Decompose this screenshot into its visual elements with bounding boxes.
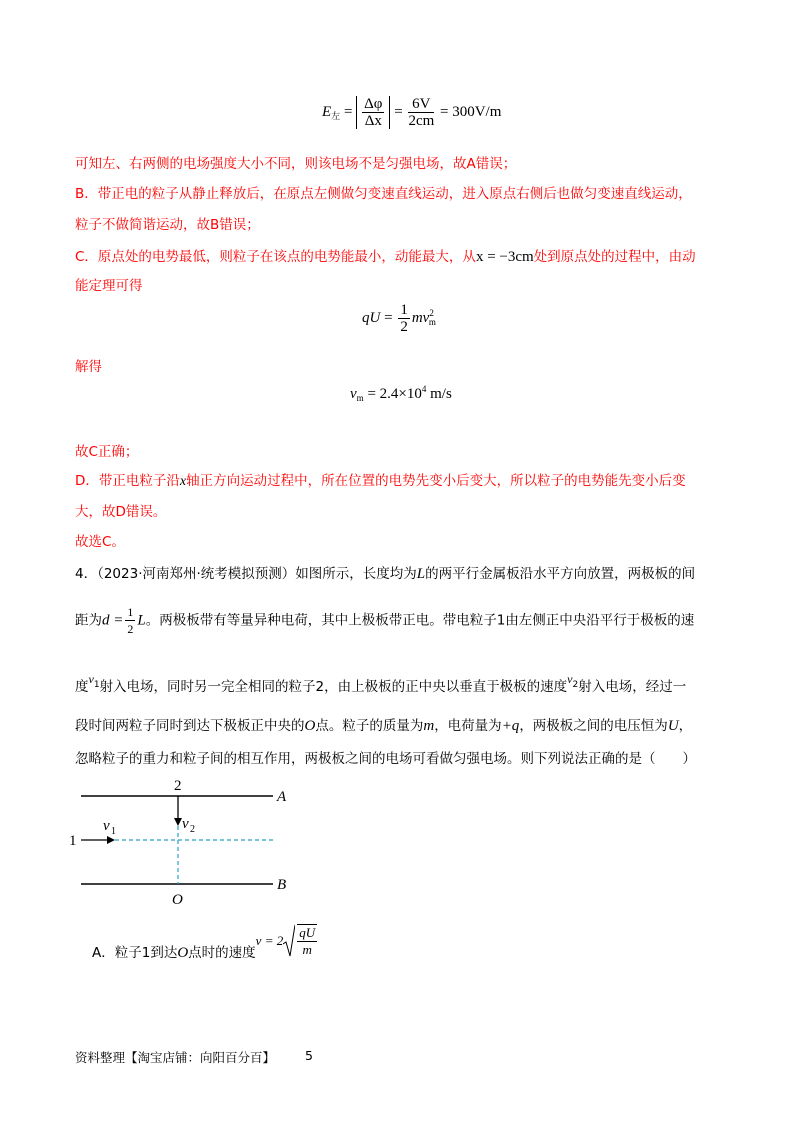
q2-L: L (137, 612, 146, 629)
eq-num-6v: 6V (408, 96, 434, 113)
q2-a: 距为 (75, 612, 102, 629)
q4-b: 点。粒子的质量为 (315, 718, 424, 734)
eq-equals-1: = (343, 103, 353, 120)
eq-result: = 300V/m (440, 103, 502, 120)
q4-c: ，电荷量为 (434, 718, 502, 734)
equation-field-left (322, 96, 501, 129)
eq-eq: = (384, 309, 393, 326)
label-1: 1 (69, 833, 77, 849)
eq-qu: qU (362, 309, 381, 326)
q2-den: 2 (127, 622, 134, 636)
line-c1-pre: C．原点处的电势最低，则粒子在该点的电势能最小，动能最大，从 (75, 249, 476, 265)
question-number: 4． (75, 566, 98, 582)
question-line-2 (75, 604, 694, 637)
q4-m: m (423, 718, 435, 734)
option-a-pre: A．粒子1到达 (92, 945, 178, 961)
solution-line-b2: 粒子不做简谐运动，故B错误； (75, 217, 260, 233)
label-v1: v (103, 818, 110, 834)
q2-b: 。两极板带有等量异种电荷，其中上极板带正电。带电粒子1由左侧正中央沿平行于极板的速 (145, 612, 695, 629)
solution-line-b1: B．带正电的粒子从静止释放后，在原点左侧做匀变速直线运动，进入原点右侧后也做匀变速直线运动， (75, 186, 692, 202)
eq-vm-exp: 4 (421, 384, 427, 394)
q1-L: L (416, 566, 426, 582)
option-a (92, 924, 319, 962)
q3-v2: v (567, 672, 573, 686)
q2-math-lhs: d = (102, 612, 124, 629)
q4-O: O (304, 718, 316, 734)
footer-source: 资料整理【淘宝店铺：向阳百分百】 (75, 1050, 276, 1065)
option-a-O: O (177, 945, 189, 961)
q4-q: +q (501, 718, 520, 734)
question-line-4 (75, 714, 692, 735)
solution-line-c2: 能定理可得 (75, 278, 143, 294)
q3-v1-sub: 1 (93, 680, 100, 690)
particle-2-arrow-head (174, 818, 182, 826)
q4-d: ，两极板之间的电压恒为 (519, 718, 668, 734)
solution-answer: 故选C。 (75, 534, 125, 550)
solution-line-c-result: 故C正确； (75, 444, 139, 460)
label-A: A (277, 789, 287, 805)
solution-line-d1 (75, 469, 686, 490)
label-v1-sub: 1 (111, 826, 116, 837)
option-a-rad-num: qU (299, 925, 316, 940)
eq-num-dphi: Δφ (364, 96, 383, 112)
option-a-math-lhs: v = 2 (255, 933, 284, 948)
q4-a: 段时间两粒子同时到达下极板正中央的 (75, 718, 305, 734)
question-line-1 (75, 562, 695, 583)
solve-label: 解得 (75, 359, 102, 375)
capacitor-figure (65, 770, 305, 910)
label-B: B (277, 877, 287, 893)
q2-num: 1 (127, 605, 134, 619)
eq-vm-unit: m/s (430, 386, 452, 402)
q3-b: 射入电场，同时另一完全相同的粒子2，由上极板的正中央以垂直于极板的速度 (99, 679, 568, 695)
q3-a: 度 (75, 679, 89, 695)
solution-line-c1 (75, 245, 696, 266)
line-d1-post: 轴正方向运动过程中，所在位置的电势先变小后变大，所以粒子的电势能先变小后变 (186, 473, 686, 489)
q1-a: 如图所示，长度均为 (295, 566, 417, 582)
option-a-rad-den: m (302, 942, 312, 957)
eq-mv-sub: m (428, 316, 436, 327)
solution-line-a: 可知左、右两侧的电场强度大小不同，则该电场不是匀强电场，故A错误； (75, 156, 517, 172)
eq-mv: mv (411, 309, 430, 326)
eq-equals-2: = (394, 103, 403, 120)
line-c1-math: x = −3cm (475, 249, 534, 265)
label-2: 2 (174, 778, 182, 794)
line-d1-var: x (179, 474, 187, 489)
particle-1-arrow-head (107, 836, 115, 844)
eq-vm-v: v (350, 386, 357, 402)
line-c1-post: 处到原点处的过程中，由动 (533, 249, 696, 265)
solution-line-d2: 大，故D错误。 (75, 504, 167, 520)
q4-e: ， (678, 718, 693, 734)
q3-v1: v (88, 672, 94, 686)
eq-vm-rhs: = 2.4×10 (367, 386, 422, 402)
label-O: O (172, 892, 183, 908)
q4-U: U (667, 718, 679, 734)
q1-b: 的两平行金属板沿水平方向放置，两极板的间 (425, 566, 696, 582)
label-v2: v (182, 816, 189, 832)
eq-half-den: 2 (400, 319, 408, 335)
eq-half-num: 1 (400, 302, 408, 318)
eq-den-dx: Δx (364, 113, 382, 129)
eq-e-var: E (322, 103, 332, 120)
question-line-3 (75, 672, 686, 695)
eq-vm-sub: m (356, 393, 364, 403)
equation-vm (350, 384, 452, 403)
q3-c: 射入电场，经过一 (578, 679, 687, 695)
q3-v2-sub: 2 (572, 680, 579, 690)
eq-abs-fraction (356, 96, 390, 129)
eq-e-sub: 左 (331, 110, 341, 121)
page-number: 5 (305, 1048, 313, 1063)
question-line-5: 忽略粒子的重力和粒子间的相互作用，两极板之间的电场可看做匀强电场。则下列说法正确的是（ ） (75, 751, 696, 767)
equation-energy (362, 302, 436, 335)
eq-mv-sup: 2 (429, 307, 434, 318)
line-d1-pre: D．带正电粒子沿 (75, 473, 180, 489)
question-source: （2023·河南郑州·统考模拟预测） (97, 566, 296, 582)
eq-den-2cm: 2cm (408, 113, 435, 129)
option-a-post: 点时的速度 (188, 945, 256, 961)
label-v2-sub: 2 (190, 824, 195, 835)
sqrt-icon (283, 924, 295, 958)
